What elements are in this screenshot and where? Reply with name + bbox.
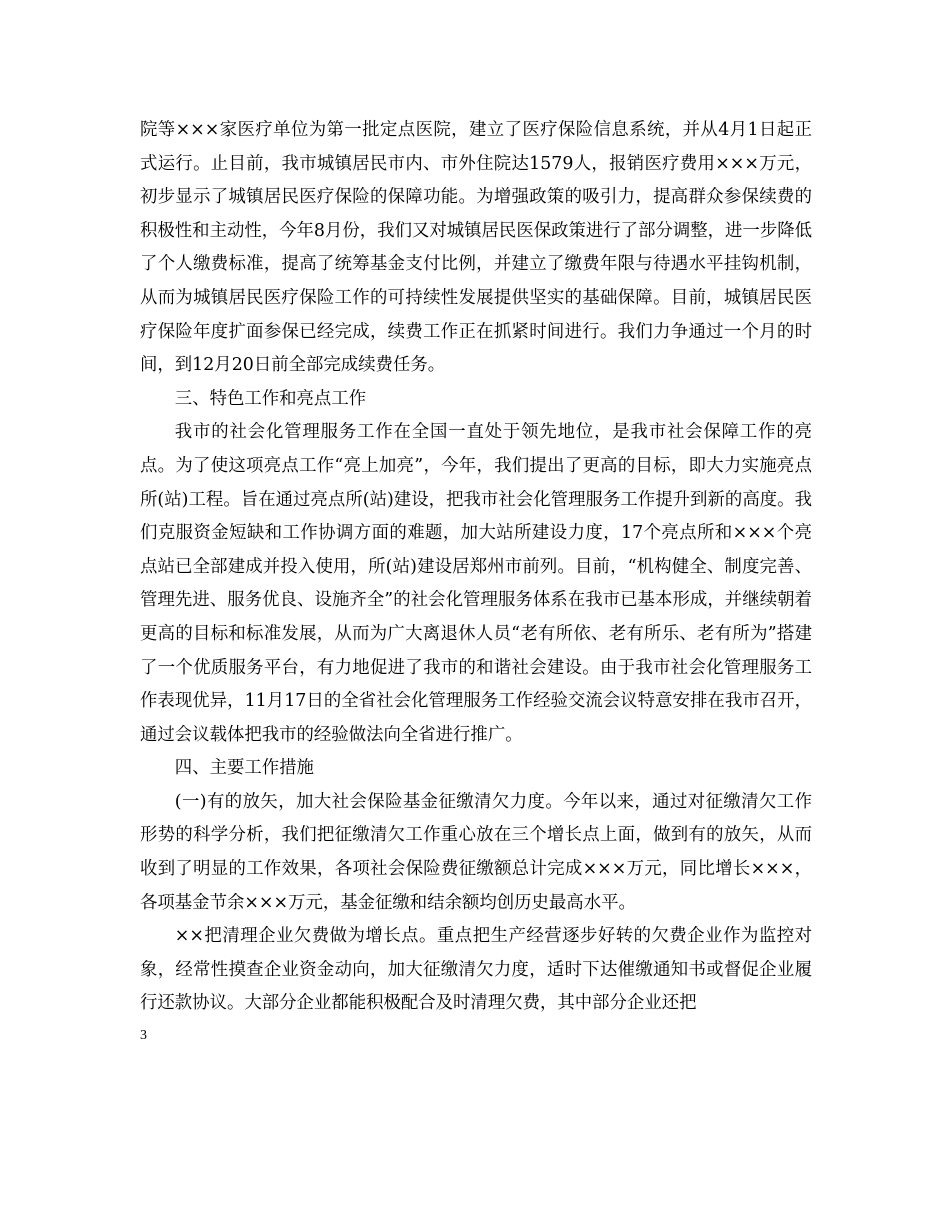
- paragraph-highlight-work: 我市的社会化管理服务工作在全国一直处于领先地位，是我市社会保障工作的亮点。为了使这项亮点工作“亮上加亮”，今年，我们提出了更高的目标，即大力实施亮点所(站)工程。旨在通过亮点所(站)建设，把我市社会化管理服务工作提升到新的高度。我们克服资金短缺和工作协调方面的难题，加大站所建设力度，17个亮点所和×××个亮点站已全部建成并投入使用，所(站)建设居郑州市前列。目前，“机构健全、制度完善、管理先进、服务优良、设施齐全”的社会化管理服务体系在我市已基本形成，并继续朝着更高的目标和标准发展，从而为广大离退休人员“老有所依、老有所乐、老有所为”搭建了一个优质服务平台，有力地促进了我市的和谐社会建设。由于我市社会化管理服务工作表现优异，11月17日的全省社会化管理服务工作经验交流会议特意安排在我市召开，通过会议载体把我市的经验做法向全省进行推广。: [140, 422, 812, 745]
- paragraph-collection-measures: (一)有的放矢，加大社会保险基金征缴清欠力度。今年以来，通过对征缴清欠工作形势的科学分析，我们把征缴清欠工作重心放在三个增长点上面，做到有的放矢，从而收到了明显的工作效果，各项社会保险费征缴额总计完成×××万元，同比增长×××，各项基金节余×××万元，基金征缴和结余额均创历史最高水平。: [140, 791, 812, 913]
- section-heading-four: 四、主要工作措施: [174, 758, 314, 779]
- section-heading-three: 三、特色工作和亮点工作: [174, 388, 367, 409]
- page-number: 3: [140, 1028, 147, 1043]
- paragraph-continuation: 院等×××家医疗单位为第一批定点医院，建立了医疗保险信息系统，并从4月1日起正式运行。止目前，我市城镇居民市内、市外住院达1579人，报销医疗费用×××万元，初步显示了城镇居民医疗保险的保障功能。为增强政策的吸引力，提高群众参保续费的积极性和主动性，今年8月份，我们又对城镇居民医保政策进行了部分调整，进一步降低了个人缴费标准，提高了统筹基金支付比例，并建立了缴费年限与待遇水平挂钩机制，从而为城镇居民医疗保险工作的可持续性发展提供坚实的基础保障。目前，城镇居民医疗保险年度扩面参保已经完成，续费工作正在抓紧时间进行。我们力争通过一个月的时间，到12月20日前全部完成续费任务。: [140, 120, 812, 376]
- body-text: [140, 114, 812, 1021]
- paragraph-arrears-clearing: ××把清理企业欠费做为增长点。重点把生产经营逐步好转的欠费企业作为监控对象，经常性摸查企业资金动向，加大征缴清欠力度，适时下达催缴通知书或督促企业履行还款协议。大部分企业都能积极配合及时清理欠费，其中部分企业还把: [140, 926, 812, 1014]
